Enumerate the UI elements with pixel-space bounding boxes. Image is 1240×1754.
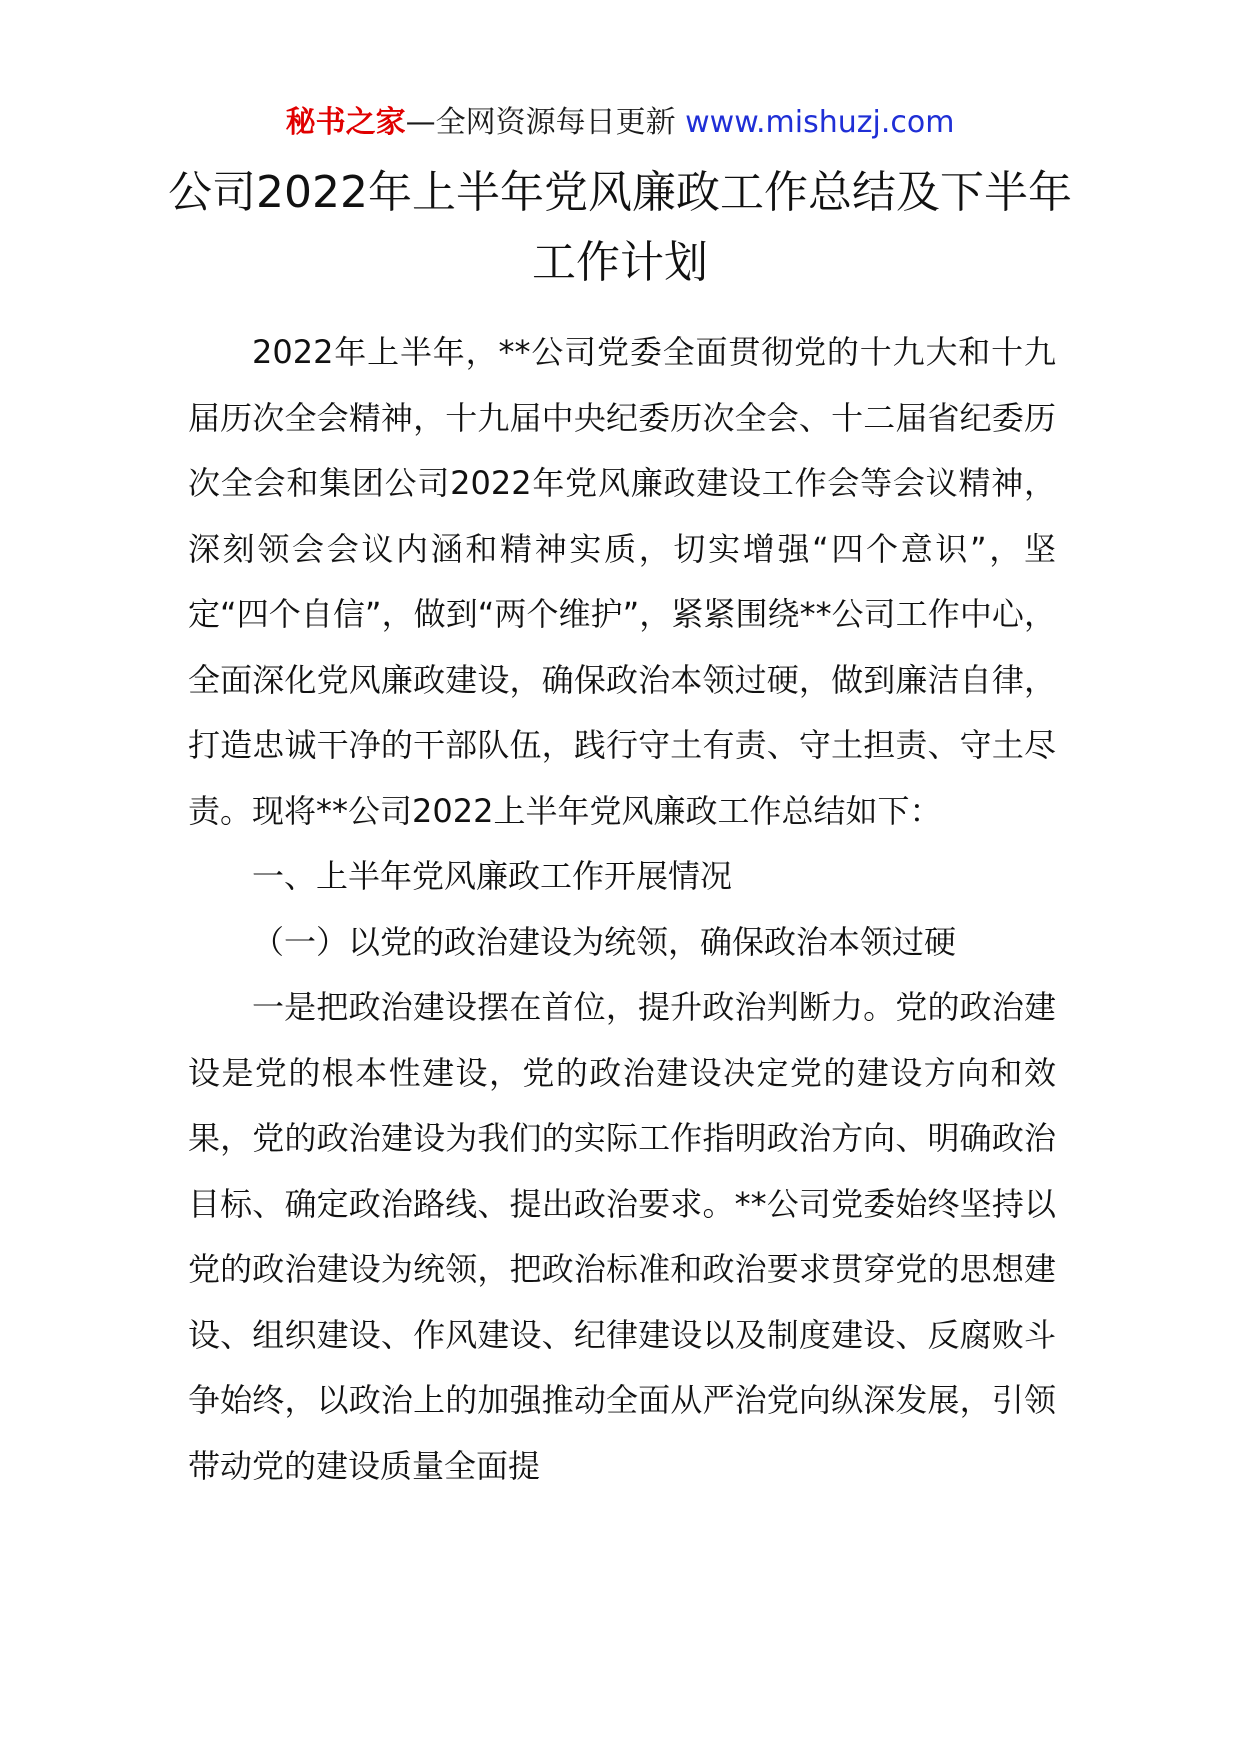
site-header (0, 100, 1240, 146)
intro-paragraph: 2022年上半年，**公司党委全面贯彻党的十九大和十九届历次全会精神，十九届中央纪委历次全会、十二届省纪委历次全会和集团公司2022年党风廉政建设工作会等会议精神，深刻领会会议内涵和精神实质，切实增强“四个意识”，坚定“四个自信”，做到“两个维护”，紧紧围绕**公司工作中心，全面深化党风廉政建设，确保政治本领过硬，做到廉洁自律，打造忠诚干净的干部队伍，践行守土有责、守土担责、守土尽责。现将**公司2022上半年党风廉政工作总结如下： (188, 333, 1056, 830)
body-paragraph: 一是把政治建设摆在首位，提升政治判断力。党的政治建设是党的根本性建设，党的政治建设决定党的建设方向和效果，党的政治建设为我们的实际工作指明政治方向、明确政治目标、确定政治路线、提出政治要求。**公司党委始终坚持以党的政治建设为统领，把政治标准和政治要求贯穿党的思想建设、组织建设、作风建设、纪律建设以及制度建设、反腐败斗争始终，以政治上的加强推动全面从严治党向纵深发展，引领带动党的建设质量全面提 (188, 988, 1056, 1485)
subsection-heading: （一）以党的政治建设为统领，确保政治本领过硬 (252, 922, 957, 961)
site-tagline: —全网资源每日更新 (405, 105, 686, 140)
site-brand: 秘书之家 (285, 105, 406, 140)
document-body (188, 320, 1056, 1499)
site-url-link[interactable]: www.mishuzj.com (685, 105, 955, 140)
document-title: 公司2022年上半年党风廉政工作总结及下半年工作计划 (168, 167, 1072, 288)
section-heading: 一、上半年党风廉政工作开展情况 (252, 857, 733, 895)
